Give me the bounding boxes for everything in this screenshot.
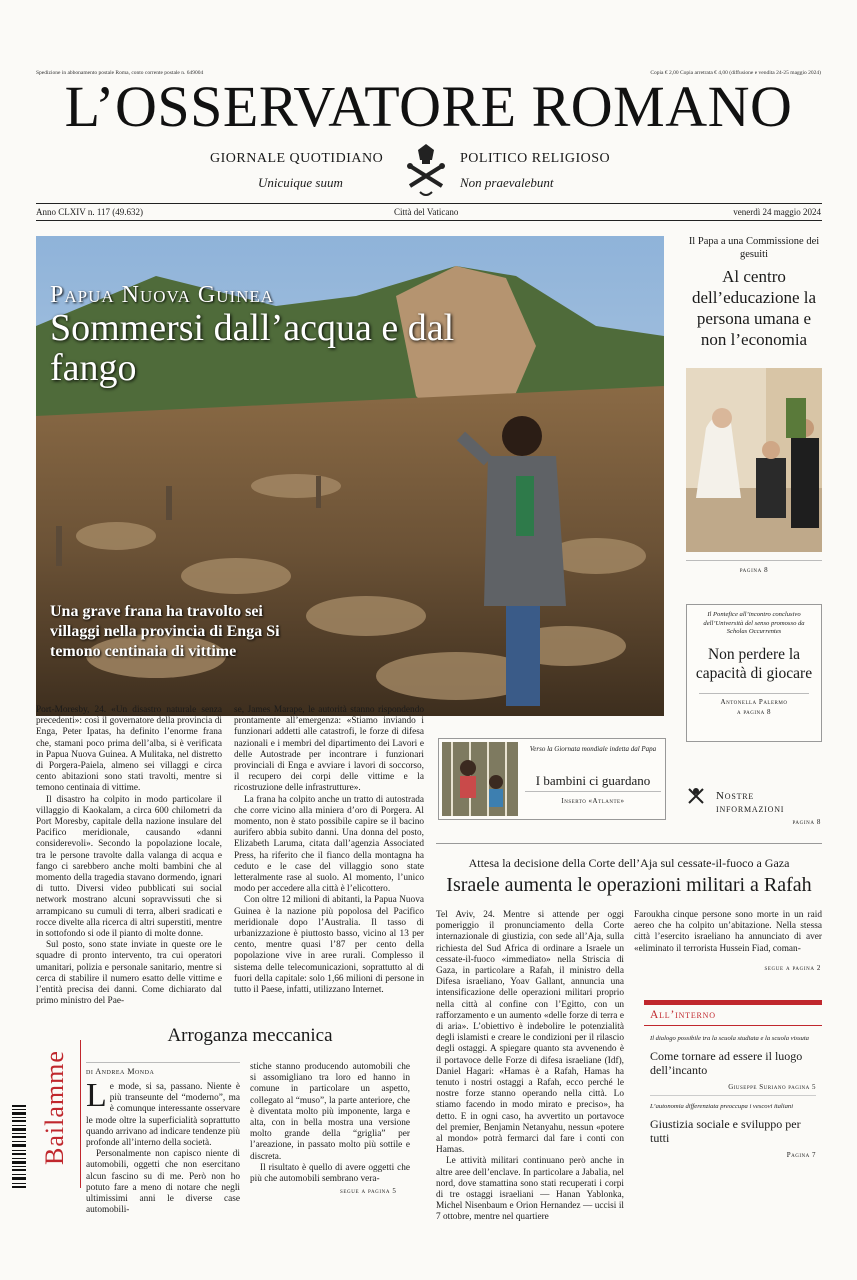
divider [436,843,822,844]
gesuiti-headline[interactable]: Al centro dell’educazione la persona umana e non l’economia [691,267,817,349]
children-photo [442,742,518,816]
giocare-box[interactable] [686,604,822,742]
giocare-page-ref[interactable]: a pagina 8 [736,707,772,716]
interno-item1-kicker: Il dialogo possibile tra la scuola studiata e la scuola vissuta [650,1035,809,1042]
paragraph: Le attività militari continuano però anche in altre aree dell’enclave. In particolare a Jabalia, nel nord, dove stamattina sono stati recuperati i corpi di tre ostaggi israeliani — Hanan Yablonka, Michel Nisenbaum e Orion Hernandez — uccisi il 7 ottobre, mentre nel quartiere [436,1156,624,1223]
rafah-column-2 [634,910,822,955]
gesuiti-kicker: Il Papa a una Commissione dei gesuiti [688,236,820,260]
paragraph [86,1077,240,1149]
bailamme-headline[interactable]: Arroganza meccanica [167,1025,333,1046]
paragraph: Il risultato è quello di avere oggetti che più che automobili sembrano vera- [250,1162,410,1185]
cross-keys-icon [686,786,706,806]
paragraph: Personalmente non capisco niente di automobili, oggetti che non esercitano alcun fascino su di me. Però non ho potuto fare a meno di notare che negli ultimissimi anni le diverse case automobili- [86,1149,240,1216]
paragraph: Con oltre 12 milioni di abitanti, la Papua Nuova Guinea è la nazione più popolosa del Pacifico meridionale dopo l’Australia. Il tasso di urbanizzazione è piuttosto basso, vicino al 13 per cento, mentre quasi l’87 per cento della popolazione vive in aree rurali. Complesso il sistema delle telecomunicazioni, soprattutto al di fuori della capitale: solo 1,66 milioni di persone in tutto il Paese, infatti, utilizzano Internet. [234,895,424,996]
interno-item2-kicker: L’autonomia differenziata preoccupa i vescovi italiani [650,1103,794,1110]
atlante-kicker: Verso la Giornata mondiale indetta dal Papa [529,745,657,753]
atlante-title[interactable]: I bambini ci guardano [535,773,651,788]
rafah-headline[interactable]: Israele aumenta le operazioni militari a Rafah [446,874,812,896]
place: Città del Vaticano [394,207,459,217]
informazioni-page-ref[interactable]: pagina 8 [792,818,821,826]
papal-emblem-icon [400,140,452,200]
bailamme-column-2 [250,1062,410,1185]
paragraph: Tel Aviv, 24. Mentre si attende per oggi pomeriggio il pronunciamento della Corte internazionale di giustizia, con sede all’Aja, sulla richiesta del Sud Africa di ordinare a Israele un cessate-il-fuoco «immediato» nella Striscia di Gaza, in particolare a Rafah, il ministro della Difesa israeliano, Yoav Gallant, annuncia una intensificazione delle operazioni militari proprio nella città al confine con l’Egitto, con un rafforzamento e un aumento «delle forze di terra e di aria». L’obiettivo è indebolire le potenzialità degli islamisti e creare le condizioni per il rilascio degli ostaggi. A spiegare quanto sta avvenendo è il portavoce delle Forze di difesa israeliane (Idf), Daniel Hagari: «Hamas è a Rafah, Hamas ha tenuto i nostri ostaggi a Rafah, ecco perché le nostre forze stanno operando nella città. Lo stiamo facendo in modo mirato e preciso», ha detto. E in ogni caso, ha avvertito un portavoce del premier, Benjamin Netanyahu, nessun «potere al mondo» potrà fermarci dal fare i conti con Hamas. [436,910,624,1156]
bailamme-column-1 [86,1077,240,1216]
divider [699,693,809,694]
atlante-box[interactable] [438,738,666,820]
rafah-column-1 [436,910,624,1224]
barcode [12,1105,26,1190]
masthead-title[interactable]: L’OSSERVATORE ROMANO [64,74,793,139]
divider [686,560,822,561]
interno-item2-headline[interactable]: Giustizia sociale e sviluppo per tutti [650,1117,801,1145]
divider [80,1040,81,1188]
paragraph: Faroukha cinque persone sono morte in un raid aereo che ha colpito un’abitazione. Nella stessa città l’esercito israeliano ha annunciato di aver «eliminato il terrorista Hussein Fiad, coman- [634,910,822,954]
divider [525,791,661,792]
masthead-subtitle-left: GIORNALE QUOTIDIANO [210,151,384,166]
motto-right: Non praevalebunt [460,175,554,190]
masthead-subtitle-right: POLITICO RELIGIOSO [460,151,611,166]
gesuiti-page-ref[interactable]: pagina 8 [739,566,769,574]
informazioni-title[interactable]: Nostre informazioni [716,790,785,815]
bailamme-page-ref[interactable]: segue a pagina 5 [340,1187,397,1195]
issue-number: Anno CLXIV n. 117 (49.632) [36,207,143,217]
interno-item2-page-ref[interactable]: Pagina 7 [786,1151,816,1159]
issue-date: venerdì 24 maggio 2024 [733,207,821,217]
lead-headline[interactable]: Sommersi dall’acqua e dal fango [50,307,455,389]
interno-header: All’interno [644,1005,822,1026]
giocare-kicker: Il Pontefice all’incontro conclusivo dell’Università del senso promosso da Scholas Occurrentes [703,611,805,635]
divider [36,220,822,221]
bailamme-byline: di Andrea Monda [86,1067,155,1076]
rafah-page-ref[interactable]: segue a pagina 2 [764,964,821,972]
interno-item1-headline[interactable]: Come tornare ad essere il luogo dell’incanto [650,1049,803,1077]
atlante-insert: Inserto «Atlante» [561,797,625,805]
paragraph: La frana ha colpito anche un tratto di autostrada che corre vicino alla miniera d’oro di Porgera. Al momento, non è stato possibile capire se il bacino aurifero abbia subito danni. Una donna del posto, Elizabeth Laruma, citata dall’agenzia Associated Press, ha riferito che il fianco della montagna ha ceduto e le case del villaggio sono state letteralmente rase al suolo. Al momento, l’unico modo per accedere alla città è l’elicottero. [234,794,424,895]
lead-deck: Una grave frana ha travolto sei villaggi nella provincia di Enga Si temono centinaia di vittime [50,603,280,660]
price-note: Copia € 2,00 Copia arretrata € 4,00 (diffusione e vendita 24-25 maggio 2024) [650,70,821,76]
divider [86,1062,240,1063]
paragraph: se, James Marape, le autorità stanno rispondendo prontamente all’emergenza: «Stiamo inviando i funzionari addetti alle catastrofi, le forze di difesa nazionali e i membri del dipartimento dei Lavori e delle Autostrade per incontrare i funzionari provinciali di Enga e avviare i lavori di soccorso, il recupero dei corpi delle vittime e la ricostruzione delle infrastrutture». [234,705,424,794]
paragraph-text: e mode, si sa, passano. Niente è più transeunte del “moderno”, ma è comunque interessante osservare le mode oltre la superficialità soprattutto quando arrivano ad indicare tendenze più profonde all’interno della società. [86,1082,240,1149]
giocare-author: Antonella Palermo [720,697,788,706]
interno-item1-author[interactable]: Giuseppe Suriano pagina 5 [728,1083,816,1091]
paragraph: stiche stanno producendo automobili che si assomigliano tra loro ed hanno in comune in particolare un aspetto, collegato al “muso”, la parte anteriore, che è diventata molto più imponente, larga e alta, con in bella mostra una versione molto grande della “griglia” per l’areazione, in passato molto più sottile e discreta. [250,1062,410,1162]
postal-note: Spedizione in abbonamento postale Roma, conto corrente postale n. 649004 [36,70,204,76]
divider [36,203,822,204]
lead-article-column-1 [36,705,222,1007]
motto-left: Unicuique suum [258,175,343,190]
paragraph: Port-Moresby, 24. «Un disastro naturale senza precedenti»: così il governatore della provincia di Enga, Peter Ipatas, ha definito l’enorme frana che, stamani poco prima dell’alba, si è verificata in Papua Nuova Guinea. A Mulitaka, nel distretto di Porgera-Paiela, almeno sei villaggi e circa cento abitazioni sono stati travolti, mentre si temono centinaia di vittime. [36,705,222,794]
paragraph: Il disastro ha colpito in modo particolare il villaggio di Kaokalam, a circa 600 chilometri da Port Moresby, capitale della nazione insulare del Pacifico meridionale, causando «danni considerevoli». Secondo la popolazione locale, tra le persone travolte dalla valanga di acqua e fango ci sarebbero anche molti bambini che al momento della tragedia stavano dormendo, ignari di tutto. Diversi video pubblicati sui social network mostrano alcuni sopravvissuti che si arrampicano su cumuli di terra, alberi sradicati e rocce divelte alla ricerca di altri superstiti, mentre in sottofondo si ode il pianto di molte donne. [36,794,222,940]
bailamme-section-title: Bailamme [40,1050,69,1165]
lead-kicker: Papua Nuova Guinea [50,282,275,308]
pope-meeting-photo[interactable] [686,368,822,552]
paragraph: Sul posto, sono state inviate in queste ore le squadre di pronto intervento, tra cui operatori umanitari, polizia e personale sanitario, mentre si cerca di stabilire il numero esatto delle vittime e l’entità precisa dei danni. Come dichiarato dal primo ministro del Pae- [36,940,222,1007]
interno-box [644,1000,822,1159]
drop-cap: L [86,1077,107,1114]
giocare-headline[interactable]: Non perdere la capacità di giocare [695,645,813,682]
lead-article-column-2 [234,705,424,996]
rafah-kicker: Attesa la decisione della Corte dell’Aja sul cessate-il-fuoco a Gaza [468,856,790,870]
